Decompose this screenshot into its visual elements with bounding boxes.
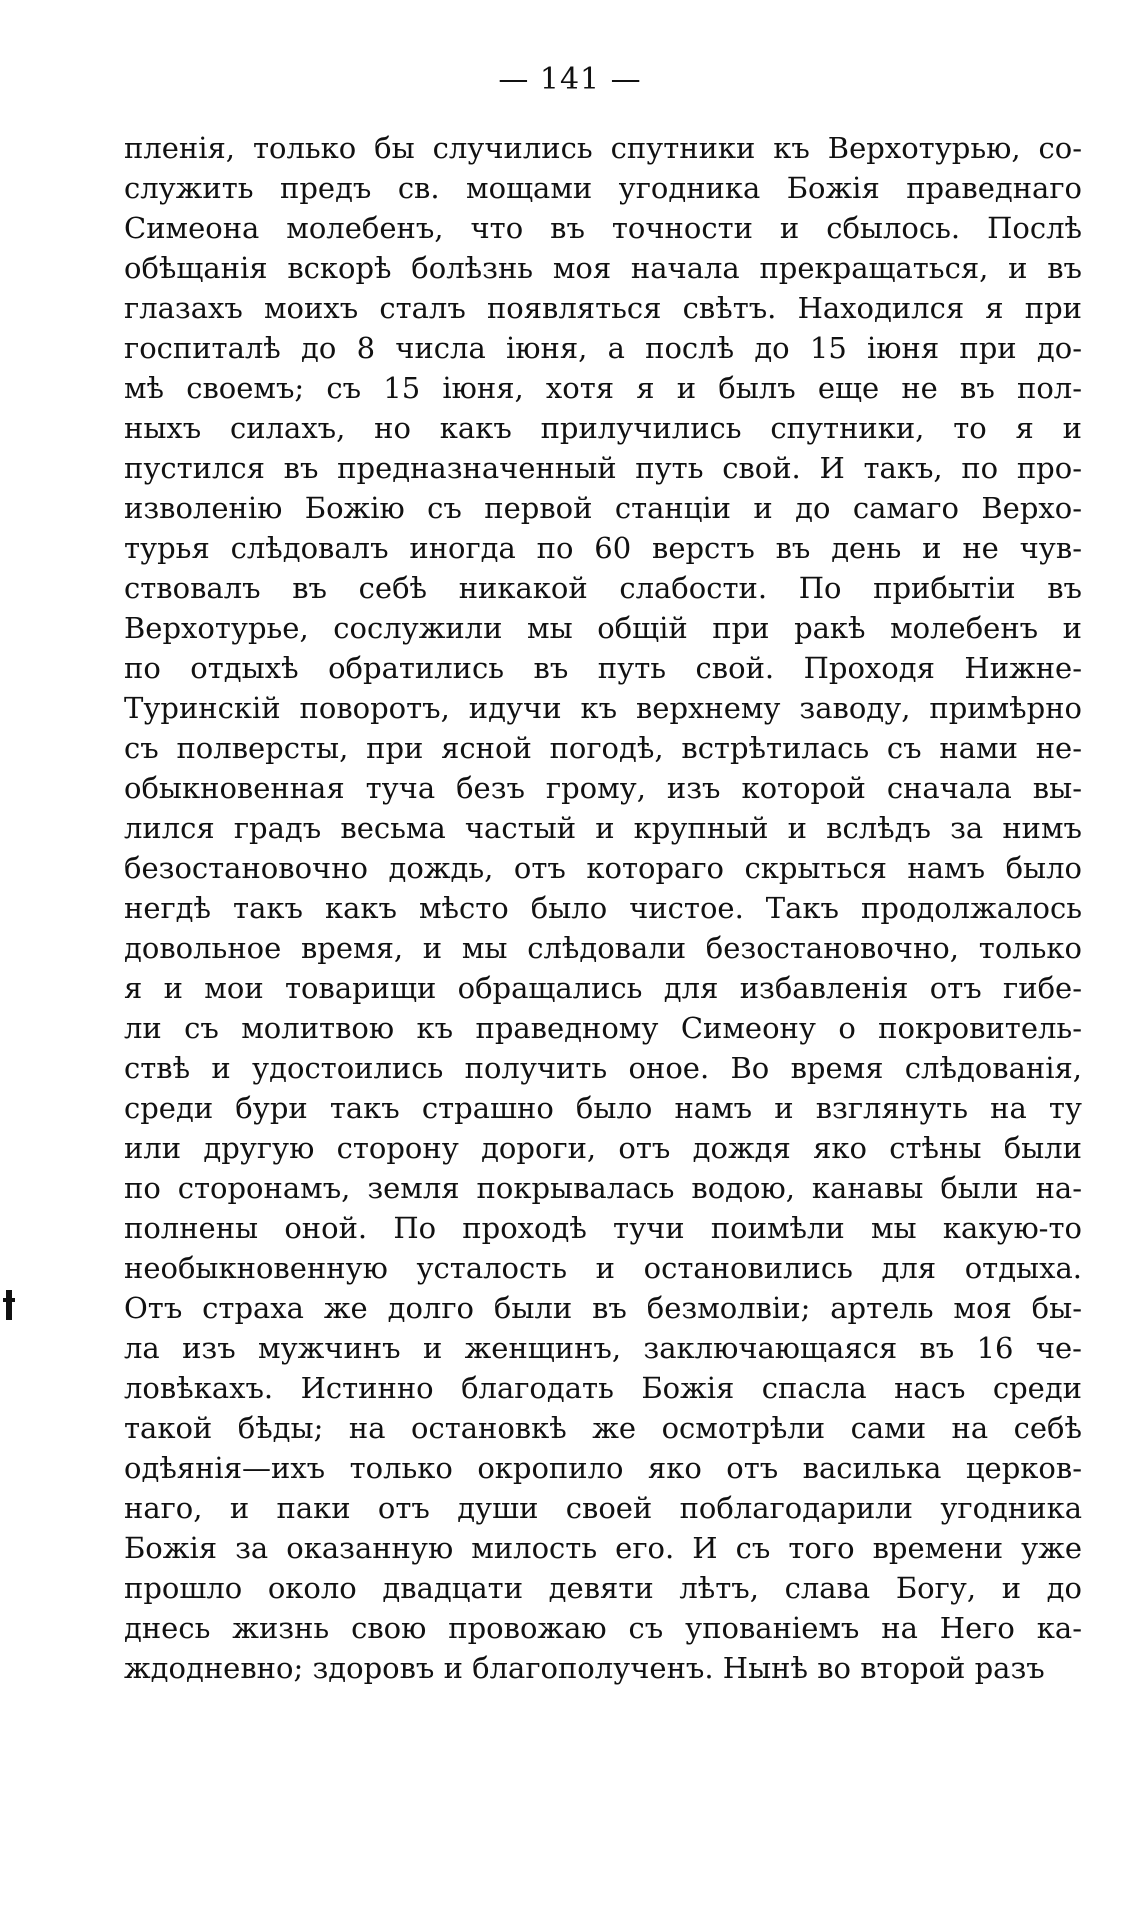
text-line: полнены оной. По проходѣ тучи поимѣли мы какую-то	[124, 1211, 1082, 1245]
text-line: довольное время, и мы слѣдовали безостановочно, только	[124, 931, 1082, 965]
text-line: ла изъ мужчинъ и женщинъ, заключающаяся въ 16 че-	[124, 1331, 1082, 1365]
text-line: Верхотурье, сослужили мы общій при ракѣ молебенъ и	[124, 611, 1082, 645]
text-line: днесь жизнь свою провожаю съ упованіемъ на Него ка-	[124, 1611, 1082, 1645]
text-line: или другую сторону дороги, отъ дождя яко стѣны были	[124, 1131, 1082, 1165]
text-line: съ полверсты, при ясной погодѣ, встрѣтилась съ нами не-	[124, 731, 1082, 765]
text-line: Божія за оказанную милость его. И съ того времени уже	[124, 1531, 1082, 1565]
text-line: ствѣ и удостоились получить оное. Во время слѣдованія,	[124, 1051, 1082, 1085]
text-line: ловѣкахъ. Истинно благодать Божія спасла насъ среди	[124, 1371, 1082, 1405]
text-line: ныхъ силахъ, но какъ прилучились спутники, то я и	[124, 411, 1082, 445]
text-line: негдѣ такъ какъ мѣсто было чистое. Такъ продолжалось	[124, 891, 1082, 925]
text-line: Туринскій поворотъ, идучи къ верхнему заводу, примѣрно	[124, 691, 1082, 725]
text-line: изволенію Божію съ первой станціи и до самаго Верхо-	[124, 491, 1082, 525]
text-line: мѣ своемъ; съ 15 іюня, хотя я и былъ еще не въ пол-	[124, 371, 1082, 405]
text-line: госпиталѣ до 8 числа іюня, а послѣ до 15 іюня при до-	[124, 331, 1082, 365]
text-line: Симеона молебенъ, что въ точности и сбылось. Послѣ	[124, 211, 1082, 245]
text-line: безостановочно дождь, отъ котораго скрыться намъ было	[124, 851, 1082, 885]
text-line: турья слѣдовалъ иногда по 60 верстъ въ день и не чув-	[124, 531, 1082, 565]
text-line: ли съ молитвою къ праведному Симеону о покровитель-	[124, 1011, 1082, 1045]
text-line: служить предъ св. мощами угодника Божія праведнаго	[124, 171, 1082, 205]
text-line: я и мои товарищи обращались для избавленія отъ гибе-	[124, 971, 1082, 1005]
text-line: обыкновенная туча безъ грому, изъ которой сначала вы-	[124, 771, 1082, 805]
text-line: обѣщанія вскорѣ болѣзнь моя начала прекращаться, и въ	[124, 251, 1082, 285]
body-text	[124, 128, 1082, 1688]
text-line: необыкновенную усталость и остановились для отдыха.	[124, 1251, 1082, 1285]
text-line: ждодневно; здоровъ и благополученъ. Нынѣ во второй разъ	[124, 1651, 1045, 1685]
text-line: глазахъ моихъ сталъ появляться свѣтъ. Находился я при	[124, 291, 1082, 325]
text-line: пустился въ предназначенный путь свой. И такъ, по про-	[124, 451, 1082, 485]
text-line: ствовалъ въ себѣ никакой слабости. По прибытіи въ	[124, 571, 1082, 605]
text-line: такой бѣды; на остановкѣ же осмотрѣли сами на себѣ	[124, 1411, 1082, 1445]
text-line: по отдыхѣ обратились въ путь свой. Проходя Нижне-	[124, 651, 1082, 685]
text-line: Отъ страха же долго были въ безмолвіи; артель моя бы-	[124, 1291, 1082, 1325]
text-line: по сторонамъ, земля покрывалась водою, канавы были на-	[124, 1171, 1082, 1205]
text-line: среди бури такъ страшно было намъ и взглянуть на ту	[124, 1091, 1082, 1125]
text-line: прошло около двадцати девяти лѣтъ, слава Богу, и до	[124, 1571, 1082, 1605]
text-line: наго, и паки отъ души своей поблагодарили угодника	[124, 1491, 1082, 1525]
text-line: одѣянія—ихъ только окропило яко отъ василька церков-	[124, 1451, 1082, 1485]
text-line: лился градъ весьма частый и крупный и вслѣдъ за нимъ	[124, 811, 1082, 845]
margin-mark	[6, 1290, 12, 1320]
page-number: — 141 —	[498, 62, 642, 97]
text-line: пленія, только бы случились спутники къ Верхотурью, со-	[124, 131, 1082, 165]
